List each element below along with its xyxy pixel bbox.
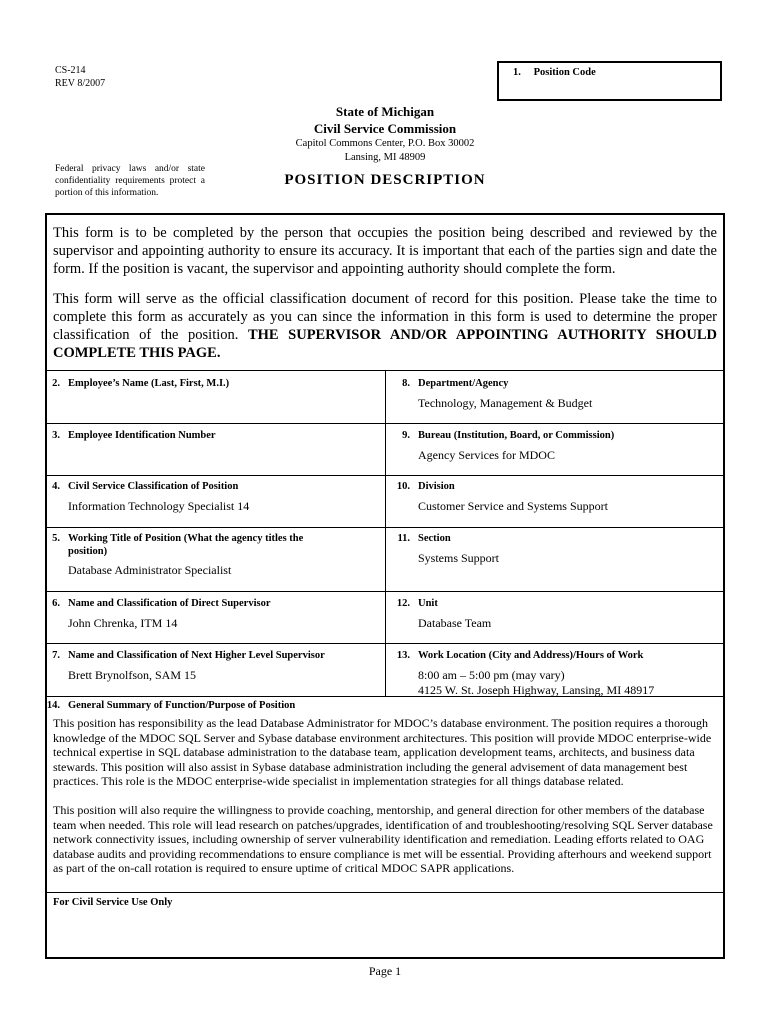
grid-divider bbox=[45, 892, 725, 893]
field-direct-supervisor[interactable] bbox=[40, 597, 380, 631]
state-name: State of Michigan bbox=[335, 104, 435, 119]
form-number: CS-214 bbox=[55, 65, 86, 76]
field-number: 12. bbox=[396, 598, 410, 609]
form-identifier bbox=[55, 64, 105, 90]
page-number: Page 1 bbox=[368, 964, 402, 978]
intro-instructions bbox=[53, 224, 717, 374]
intro-paragraph-1: This form is to be completed by the person that occupies the position being described and reviewed by the supervisor and appointing authority to ensure its accuracy. It is important that each of the parties sign and date the form. If the position is vacant, the supervisor and appointing authority should complete the form. bbox=[53, 225, 717, 277]
field-number: 13. bbox=[396, 650, 410, 661]
position-code-field[interactable] bbox=[497, 61, 722, 101]
summary-heading bbox=[40, 700, 295, 711]
field-value: Systems Support bbox=[418, 551, 500, 565]
summary-text-area[interactable] bbox=[53, 716, 721, 890]
civil-service-use-label: For Civil Service Use Only bbox=[53, 897, 173, 908]
field-number: 11. bbox=[397, 533, 410, 544]
field-work-location[interactable] bbox=[390, 649, 720, 698]
field-value: Database Team bbox=[418, 616, 492, 630]
field-label: Employee’s Name (Last, First, M.I.) bbox=[68, 378, 230, 389]
agency-address-line1: Capitol Commons Center, P.O. Box 30002 bbox=[295, 138, 475, 149]
field-value-address: 4125 W. St. Joseph Highway, Lansing, MI 48917 bbox=[418, 683, 655, 697]
field-label: Name and Classification of Direct Supervisor bbox=[68, 598, 271, 609]
field-number: 10. bbox=[396, 481, 410, 492]
field-bureau[interactable] bbox=[390, 429, 720, 463]
field-label: Bureau (Institution, Board, or Commission) bbox=[418, 430, 615, 441]
field-number: 6. bbox=[52, 598, 60, 609]
summary-number: 14. bbox=[46, 700, 60, 711]
agency-address-line2: Lansing, MI 48909 bbox=[344, 152, 426, 163]
field-value: John Chrenka, ITM 14 bbox=[68, 616, 178, 630]
field-employee-name[interactable] bbox=[40, 377, 380, 396]
field-section[interactable] bbox=[390, 532, 720, 566]
field-label: Working Title of Position (What the agency titles the position) bbox=[68, 533, 304, 557]
field-number: 9. bbox=[402, 430, 410, 441]
form-revision: REV 8/2007 bbox=[55, 78, 106, 89]
summary-paragraph-1: This position has responsibility as the lead Database Administrator for MDOC’s database environment. The position requires a thorough knowledge of the MDOC SQL Server and Sybase database environment architectures. This position will provide MDOC enterprise-wide technical expertise in SQL database administration to the database team, application development teams, architects, and business data stewards. This position will also assist in Sybase database administration including the general advisement of data management best practices. This role is the MDOC enterprise-wide specialist in implementation strategies for all things database related. bbox=[53, 716, 712, 789]
column-divider bbox=[385, 370, 386, 696]
field-number: 3. bbox=[52, 430, 60, 441]
field-number: 5. bbox=[52, 533, 60, 544]
agency-header bbox=[230, 103, 540, 165]
field-department[interactable] bbox=[390, 377, 720, 411]
field-value: Customer Service and Systems Support bbox=[418, 499, 608, 513]
field-number: 2. bbox=[52, 378, 60, 389]
field-number: 8. bbox=[402, 378, 410, 389]
position-code-label: Position Code bbox=[533, 67, 596, 78]
field-label: Employee Identification Number bbox=[68, 430, 216, 441]
field-label: Division bbox=[418, 481, 455, 492]
field-value: Database Administrator Specialist bbox=[68, 563, 232, 577]
intro-paragraph-2-text: This form will serve as the official classification document of record for this position. Please take the time to complete this form as accurately as you can since the information in this form is used to determine the proper classification of the position. bbox=[53, 291, 717, 343]
privacy-note: Federal privacy laws and/or state confidentiality requirements protect a portion of this information. bbox=[55, 164, 205, 198]
field-working-title[interactable] bbox=[40, 532, 380, 578]
field-label: Civil Service Classification of Position bbox=[68, 481, 239, 492]
field-number: 4. bbox=[52, 481, 60, 492]
field-next-supervisor[interactable] bbox=[40, 649, 380, 683]
field-number: 7. bbox=[52, 650, 60, 661]
field-value: Brett Brynolfson, SAM 15 bbox=[68, 668, 197, 682]
summary-label: General Summary of Function/Purpose of Position bbox=[68, 700, 296, 711]
field-label: Department/Agency bbox=[418, 378, 509, 389]
field-label: Work Location (City and Address)/Hours of Work bbox=[418, 650, 644, 661]
field-classification[interactable] bbox=[40, 480, 380, 514]
field-label: Unit bbox=[418, 598, 438, 609]
document-title: POSITION DESCRIPTION bbox=[284, 172, 486, 188]
field-employee-id[interactable] bbox=[40, 429, 380, 448]
intro-paragraph-2 bbox=[53, 290, 717, 362]
summary-paragraph-2: This position will also require the willingness to provide coaching, mentorship, and general direction for other members of the database team when needed. This role will lead research on patches/upgrades, identification of and troubleshooting/resolving SQL Server database network connectivity issues, including ownership of server vulnerability identification and remediation. Leading efforts related to OAG database audits and providing recommendations to ensure compliance is met will be essential. Providing afterhours and weekend support as part of the on-call rotation is required to ensure uptime of critical MDOC SAPR applications. bbox=[53, 802, 713, 876]
position-code-number: 1. bbox=[513, 67, 521, 78]
field-value-hours: 8:00 am – 5:00 pm (may vary) bbox=[418, 668, 565, 682]
field-value: Information Technology Specialist 14 bbox=[68, 499, 250, 513]
field-division[interactable] bbox=[390, 480, 720, 514]
field-unit[interactable] bbox=[390, 597, 720, 631]
field-label: Name and Classification of Next Higher Level Supervisor bbox=[68, 650, 325, 661]
commission-name: Civil Service Commission bbox=[313, 121, 457, 136]
field-value: Agency Services for MDOC bbox=[418, 448, 555, 462]
field-label: Section bbox=[418, 533, 451, 544]
field-value: Technology, Management & Budget bbox=[418, 396, 593, 410]
intro-paragraph-2-emphasis: THE SUPERVISOR AND/OR APPOINTING AUTHORITY SHOULD COMPLETE THIS PAGE. bbox=[53, 327, 717, 361]
